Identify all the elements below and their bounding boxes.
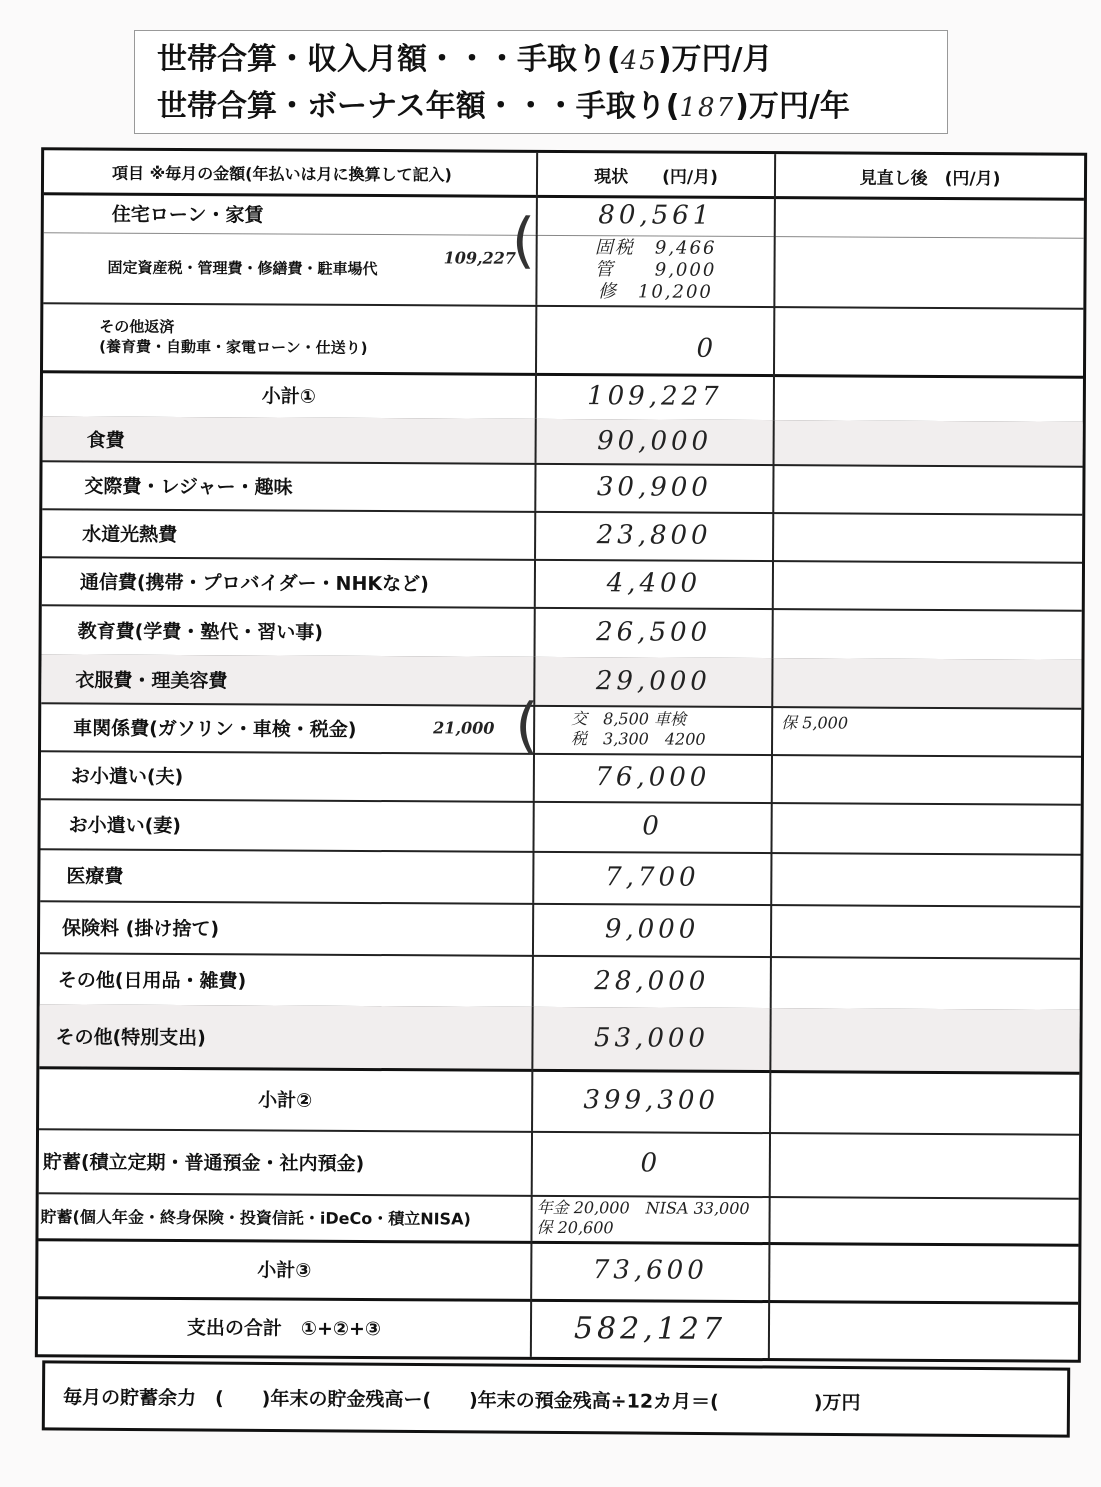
income-header-box	[134, 30, 948, 134]
revised-value	[773, 658, 1081, 708]
current-value-text: 26,500	[596, 617, 712, 648]
revised-value	[776, 196, 1084, 238]
current-value	[533, 1007, 771, 1070]
row-label: その他返済	[99, 317, 175, 336]
row-label-other-repayments	[43, 302, 537, 373]
table-row	[39, 1128, 1079, 1199]
row-label: 住宅ローン・家賃	[44, 192, 538, 235]
current-value-text: 7,700	[605, 862, 700, 893]
expense-table	[35, 147, 1087, 1362]
handwritten-note: 109,227	[443, 248, 517, 268]
revised-value	[775, 420, 1083, 466]
current-value	[537, 419, 775, 464]
revised-value	[775, 236, 1083, 308]
current-value	[532, 1299, 770, 1358]
table-row	[40, 798, 1080, 855]
row-label: お小遣い(夫)	[41, 750, 535, 801]
row-label: 小計③	[38, 1238, 532, 1299]
row-label: 交際費・レジャー・趣味	[42, 460, 536, 511]
current-value	[534, 903, 772, 956]
current-value-text: 582,127	[573, 1310, 727, 1347]
row-label: 車関係費(ガソリン・車検・税金)	[73, 716, 357, 741]
table-row	[43, 416, 1083, 467]
row-sublabel: (養育費・自動車・家電ローン・仕送り)	[99, 337, 368, 357]
handwritten-line: 保 20,600	[536, 1217, 614, 1238]
current-value-text: 4,400	[606, 568, 702, 599]
table-row	[42, 604, 1082, 661]
row-label: 水道光熱費	[42, 508, 536, 559]
row-label: 保険料 (掛け捨て)	[40, 900, 534, 955]
current-value-text: 9,000	[604, 914, 700, 945]
revised-value	[771, 1008, 1079, 1072]
handwritten-line: 管 9,000	[594, 259, 717, 281]
bonus-income-line	[157, 84, 947, 131]
table-row	[41, 750, 1081, 805]
revised-value	[771, 1132, 1079, 1198]
row-label: 教育費(学費・塾代・習い事)	[42, 604, 536, 657]
revised-value	[772, 852, 1080, 906]
current-value	[537, 305, 775, 374]
revised-value	[775, 306, 1083, 376]
table-row	[40, 848, 1080, 907]
row-label: 食費	[43, 416, 537, 463]
current-value-text: 76,000	[595, 762, 711, 793]
revised-value	[774, 560, 1082, 610]
current-value	[536, 463, 774, 512]
table-row	[39, 1004, 1079, 1074]
table-row	[42, 460, 1082, 515]
revised-value	[774, 608, 1082, 660]
row-label: 通信費(携帯・プロバイダー・NHKなど)	[42, 556, 536, 607]
revised-value	[772, 802, 1080, 854]
current-value	[536, 511, 774, 560]
current-value-text: 53,000	[593, 1023, 710, 1054]
row-label: 医療費	[40, 848, 534, 903]
handwritten-line: 年金 20,000 NISA 33,000	[536, 1197, 750, 1218]
current-value	[533, 1131, 771, 1196]
table-row	[40, 900, 1080, 959]
row-label: 小計①	[43, 370, 537, 419]
row-label: 衣服費・理美容費	[41, 654, 535, 705]
current-value-text: 23,800	[596, 520, 712, 551]
table-row	[41, 654, 1081, 709]
current-value-text: 29,000	[595, 666, 711, 697]
monthly-savings-capacity-box	[42, 1360, 1070, 1437]
current-value-text: 30,900	[596, 472, 712, 503]
current-value-text: 90,000	[597, 426, 713, 457]
monthly-income-line	[157, 37, 947, 84]
table-row	[42, 556, 1082, 611]
column-header-revised: 見直し後 (円/月)	[859, 168, 1001, 189]
savings-formula-text: 毎月の貯蓄余力 ( )年末の貯金残高ー( )年末の預金残高÷12カ月＝( )万円	[62, 1386, 861, 1414]
current-value	[537, 235, 775, 306]
monthly-income-suffix: )万円/月	[657, 42, 773, 77]
table-row	[43, 302, 1083, 378]
revised-value	[773, 706, 1081, 756]
current-value-text: 73,600	[592, 1255, 708, 1286]
revised-value	[775, 374, 1083, 422]
revised-value	[774, 464, 1082, 514]
current-value	[534, 955, 772, 1008]
handwritten-line: 交 8,500 車検	[571, 709, 687, 729]
current-value	[536, 607, 774, 658]
current-value-text: 80,561	[598, 200, 714, 231]
current-value	[534, 851, 772, 904]
current-value	[536, 559, 774, 608]
column-header-item: 項目 ※毎月の金額(年払いは月に換算して記入)	[44, 150, 538, 195]
subtotal-row	[38, 1238, 1078, 1304]
column-header-current: 現状 (円/月)	[538, 153, 776, 196]
revised-value	[772, 904, 1080, 958]
current-value	[532, 1241, 770, 1300]
row-label: その他(特別支出)	[39, 1004, 533, 1069]
table-row	[40, 952, 1080, 1011]
current-value	[532, 1195, 770, 1242]
handwritten-line: 修 10,200	[597, 281, 713, 303]
revised-value	[771, 1070, 1079, 1134]
handwritten-line: 固税 9,466	[594, 237, 717, 259]
current-value	[535, 657, 773, 706]
bonus-income-value: 187	[679, 93, 736, 123]
current-value	[533, 1069, 771, 1132]
revised-value	[773, 754, 1081, 804]
current-value-text: 399,300	[583, 1085, 720, 1116]
row-label-vehicle-costs	[41, 690, 539, 761]
subtotal-row	[43, 370, 1083, 423]
current-value	[535, 705, 773, 754]
current-value-text: 109,227	[587, 381, 723, 412]
row-label: 小計②	[39, 1066, 533, 1131]
revised-value	[770, 1300, 1078, 1360]
current-value	[538, 195, 776, 236]
row-label: 貯蓄(個人年金・終身保険・投資信託・iDeCo・積立NISA)	[38, 1192, 532, 1241]
brace-mark: (	[514, 690, 539, 761]
row-label: 支出の合計 ①+②+③	[38, 1296, 532, 1357]
monthly-income-value: 45	[620, 46, 658, 76]
current-value	[537, 373, 775, 420]
monthly-income-prefix: 世帯合算・収入月額・・・手取り(	[157, 42, 621, 77]
revised-value	[774, 512, 1082, 562]
current-value-text: 0	[640, 1148, 662, 1179]
row-label: 固定資産税・管理費・修繕費・駐車場代	[107, 258, 378, 279]
bonus-income-prefix: 世帯合算・ボーナス年額・・・手取り(	[157, 89, 680, 124]
revised-value	[770, 1196, 1078, 1244]
revised-value	[770, 1242, 1078, 1302]
table-row	[41, 690, 1081, 761]
subtotal-row	[39, 1066, 1079, 1135]
handwritten-line: 税 3,300 4200	[571, 729, 706, 749]
bonus-income-suffix: )万円/年	[735, 89, 850, 124]
brace-mark: (	[511, 205, 536, 276]
table-row	[44, 192, 1084, 238]
total-row	[38, 1296, 1078, 1359]
handwritten-note: 保 5,000	[781, 713, 849, 733]
handwritten-note: 21,000	[433, 718, 495, 738]
row-label: お小遣い(妻)	[41, 798, 535, 851]
current-value-text: 0	[696, 333, 718, 364]
table-row	[42, 508, 1082, 563]
row-label: その他(日用品・雑費)	[40, 952, 534, 1007]
current-value-text: 28,000	[594, 966, 710, 997]
current-value	[534, 801, 772, 852]
row-label: 貯蓄(積立定期・普通預金・社内預金)	[39, 1128, 533, 1195]
revised-value	[772, 956, 1080, 1010]
current-value	[535, 753, 773, 802]
current-value-text: 0	[642, 811, 663, 842]
